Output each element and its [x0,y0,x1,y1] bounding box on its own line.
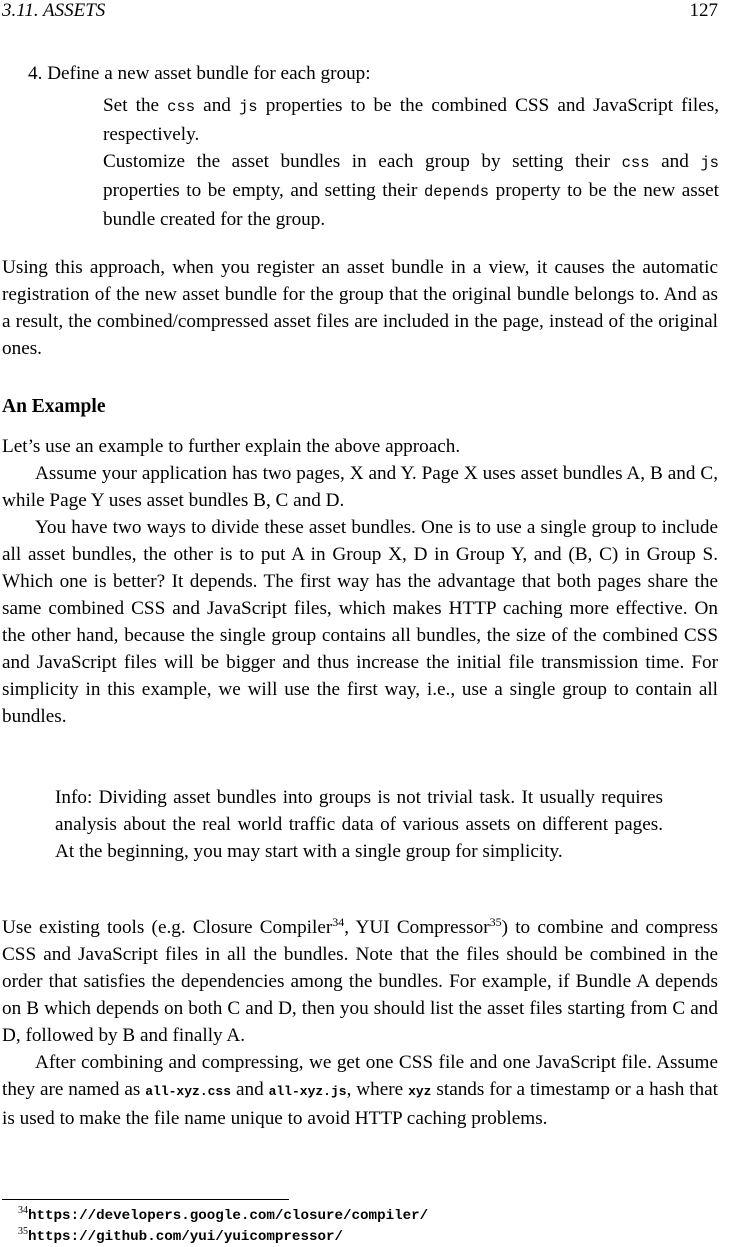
sub-item-text: property to be the new asset bundle created for the group. [103,180,720,230]
page-number: 127 [689,0,718,21]
paragraph [2,254,718,362]
paragraph [2,1049,718,1132]
inline-code: xyz [408,1084,432,1099]
paragraph-text: Using this approach, when you register an asset bundle in a view, it causes the automatic registration of the new asset bundle for the group that the original bundle belongs to. And as a result, the combined/compressed asset files are included in the page, instead of the original ones. [2,257,718,359]
sub-item-text: properties to be the combined CSS and JavaScript files, respectively. [103,95,719,145]
section-title: 3.11. ASSETS [2,0,106,21]
paragraph-text: , where [346,1079,409,1100]
section-heading: An Example [2,396,106,417]
paragraph-text: and [231,1079,269,1100]
inline-code: css [621,154,650,172]
info-text: Info: Dividing asset bundles into groups is not trivial task. It usually requires analysis about the real world traffic data of various assets on different pages. At the beginning, you may start with a single group for simplicity. [55,787,663,862]
paragraph-text: Use existing tools (e.g. Closure Compiler [2,917,333,938]
paragraph-text: ) to combine and compress CSS and JavaScript files in all the bundles. Note that the files should be combined in the order that satisfies the dependencies among the bundles. For example, if Bundle A depends on B which depends on both C and D, then you should list the asset files starting from C and D, followed by B and finally A. [2,917,718,1046]
footnote-mark: 34 [18,1205,28,1216]
footnote-ref[interactable]: 34 [332,915,345,929]
inline-code: js [700,154,719,172]
paragraph-text: stands for a timestamp or a hash that is used to make the file name unique to avoid HTTP caching problems. [2,1079,718,1129]
footnote [18,1228,343,1246]
sub-item-text: properties to be empty, and setting their [103,180,424,201]
tools-section [2,914,718,1132]
sub-item-text: and [649,151,701,172]
paragraph: Assume your application has two pages, X and Y. Page X uses asset bundles A, B and C, while Page Y uses asset bundles B, C and D. [2,463,718,511]
paragraph-text: After combining and compressing, we get one CSS file and one JavaScript file. Assume they are named as [2,1052,718,1100]
sub-item-text: and [195,95,239,116]
sub-item [103,148,719,233]
paragraph-text: , YUI Compressor [344,917,490,938]
inline-code: css [167,98,196,116]
footnote-mark: 35 [18,1226,28,1237]
sub-item-text: Customize the asset bundles in each group by setting their [103,151,622,172]
footnote [18,1207,428,1225]
footnote-ref[interactable]: 35 [489,915,502,929]
running-header [2,0,718,22]
inline-code: all-xyz.js [268,1084,347,1099]
numbered-list-item [28,60,718,87]
sub-item-text: Set the [103,95,168,116]
footnote-link[interactable]: https://github.com/yui/yuicompressor/ [28,1229,344,1245]
list-item-text: Define a new asset bundle for each group: [47,63,371,84]
sub-item-list [103,92,719,233]
inline-code: js [239,98,258,116]
paragraph: You have two ways to divide these asset bundles. One is to use a single group to include all asset bundles, the other is to put A in Group X, D in Group Y, and (B, C) in Group S. Which one is better? It depends. The first way has the advantage that both pages share the same combined CSS and JavaScript files, which makes HTTP caching more effective. On the other hand, because the single group contains all bundles, the size of the combined CSS and JavaScript files will be bigger and thus increase the initial file transmission time. For simplicity in this example, we will use the first way, i.e., use a single group to contain all bundles. [2,517,718,727]
sub-item [103,92,719,148]
info-note [55,784,663,865]
list-number: 4. [28,63,43,84]
footnote-link[interactable]: https://developers.google.com/closure/compiler/ [28,1208,429,1224]
footnote-divider [2,1199,289,1200]
paragraph [2,914,718,1049]
inline-code: depends [423,183,490,201]
paragraph: Let’s use an example to further explain the above approach. [2,436,461,457]
inline-code: all-xyz.css [145,1084,232,1099]
example-section [2,433,718,730]
